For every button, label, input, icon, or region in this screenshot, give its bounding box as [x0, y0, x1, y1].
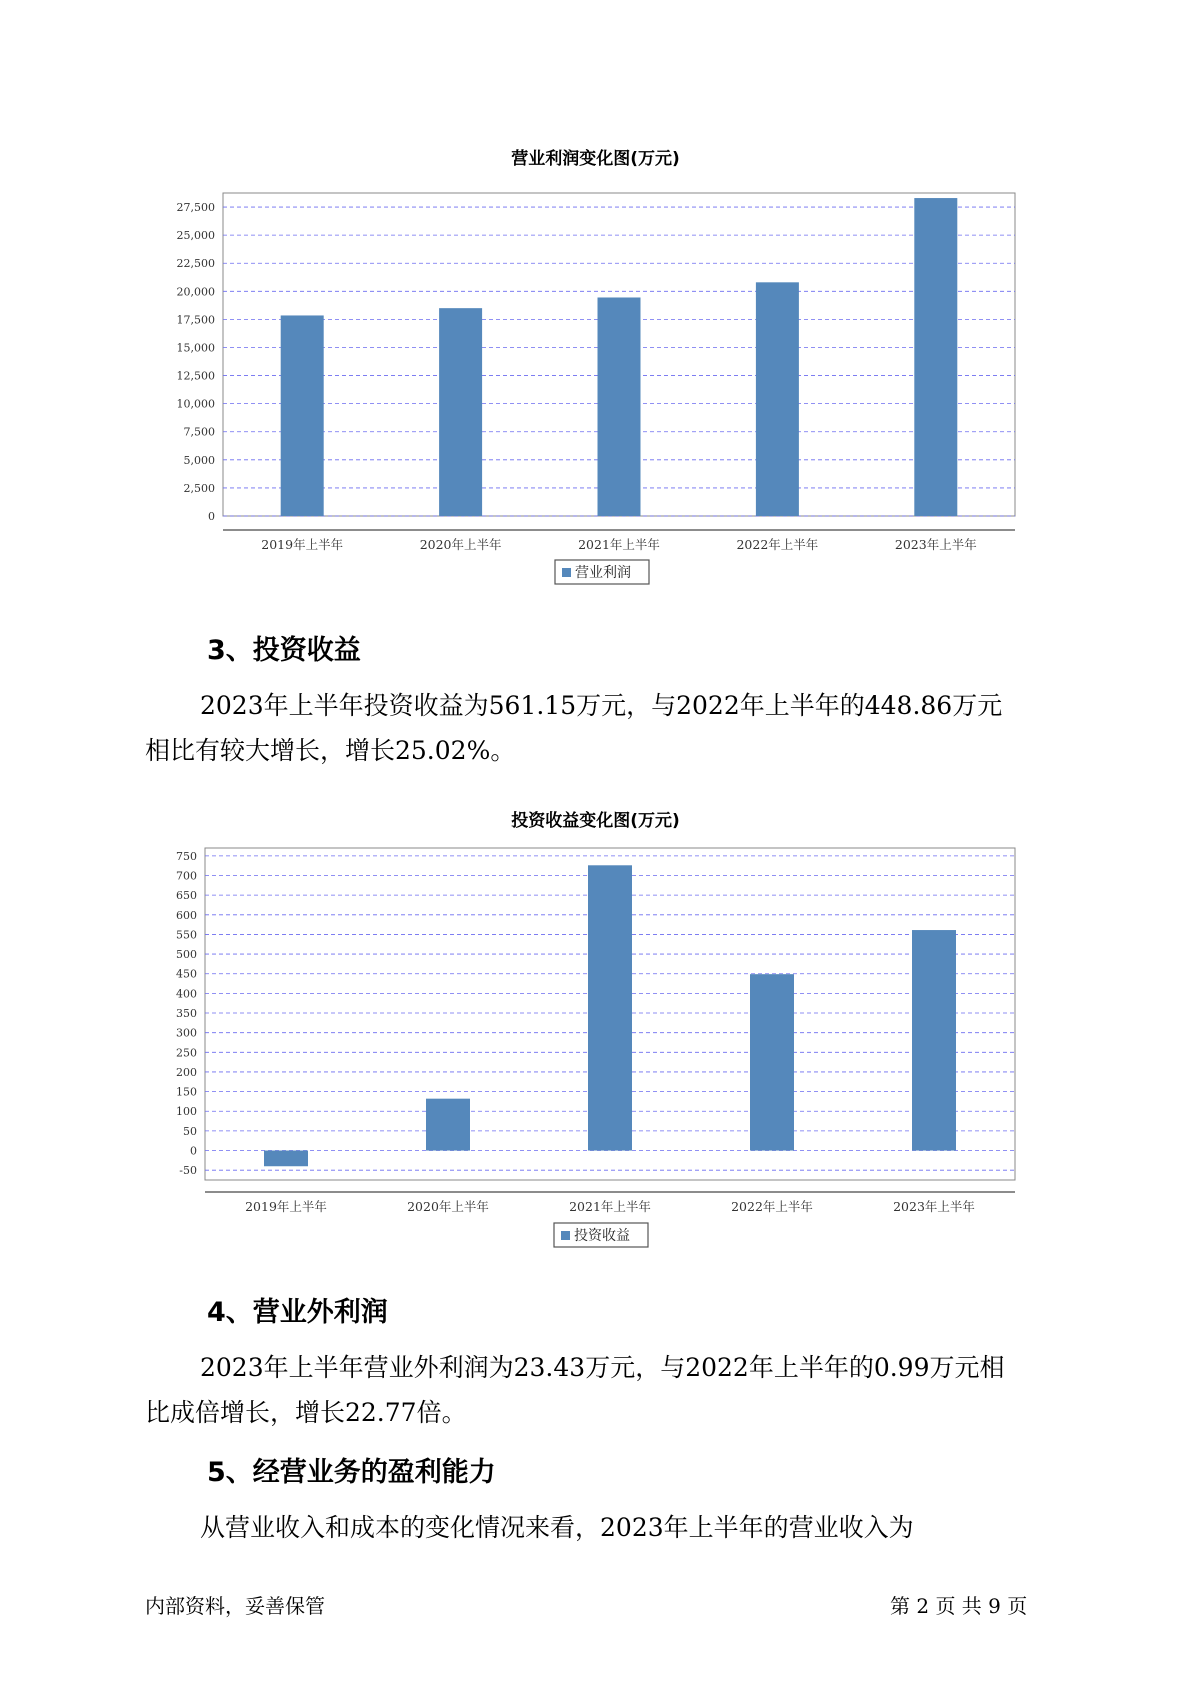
y-tick-label: 10,000 — [176, 397, 215, 411]
legend-label: 投资收益 — [574, 1228, 630, 1244]
y-tick-label: 22,500 — [176, 257, 215, 271]
y-tick-label: 650 — [176, 889, 197, 903]
x-tick-label: 2022年上半年 — [736, 537, 819, 552]
x-tick-label: 2020年上半年 — [407, 1199, 489, 1214]
paragraph-line: 2023年上半年投资收益为561.15万元，与2022年上半年的448.86万元 — [200, 691, 1003, 720]
section-heading-investment-income: 3、投资收益 — [207, 635, 361, 666]
paragraph-line: 从营业收入和成本的变化情况来看，2023年上半年的营业收入为 — [200, 1513, 914, 1542]
x-tick-label: 2021年上半年 — [569, 1199, 651, 1214]
y-tick-label: 400 — [176, 987, 197, 1001]
y-tick-label: 550 — [176, 928, 197, 942]
chart1-title: 营业利润变化图(万元) — [511, 149, 680, 169]
x-tick-label: 2019年上半年 — [261, 537, 344, 552]
x-tick-label: 2021年上半年 — [578, 537, 660, 552]
x-tick-label: 2022年上半年 — [731, 1199, 813, 1214]
paragraph-line: 2023年上半年营业外利润为23.43万元，与2022年上半年的0.99万元相 — [200, 1353, 1005, 1382]
y-tick-label: 25,000 — [176, 229, 215, 243]
y-tick-label: 250 — [176, 1046, 197, 1060]
y-tick-label: 5,000 — [183, 453, 215, 467]
y-tick-label: 50 — [183, 1124, 197, 1138]
y-tick-label: 700 — [176, 869, 197, 883]
y-tick-label: 17,500 — [176, 313, 215, 327]
bar — [588, 865, 632, 1150]
footer-confidential-note: 内部资料，妥善保管 — [145, 1594, 325, 1618]
y-tick-label: 350 — [176, 1007, 197, 1021]
y-tick-label: 600 — [176, 908, 197, 922]
paragraph-line: 相比有较大增长，增长25.02%。 — [145, 736, 516, 765]
bar — [912, 930, 956, 1150]
legend-label: 营业利润 — [575, 565, 631, 581]
y-tick-label: 0 — [190, 1144, 197, 1158]
bar — [426, 1099, 470, 1151]
y-tick-label: 0 — [208, 510, 215, 523]
y-tick-label: 15,000 — [176, 341, 215, 355]
section-heading-profitability: 5、经营业务的盈利能力 — [207, 1457, 496, 1488]
legend-swatch — [561, 1231, 570, 1240]
footer-page-number: 第 2 页 共 9 页 — [890, 1594, 1028, 1618]
paragraph-line: 比成倍增长，增长22.77倍。 — [145, 1398, 467, 1427]
bar — [750, 974, 794, 1150]
y-tick-label: 2,500 — [183, 481, 215, 495]
y-tick-label: 27,500 — [176, 201, 215, 215]
y-tick-label: 750 — [176, 849, 197, 863]
y-tick-label: -50 — [179, 1164, 197, 1178]
bar — [264, 1151, 308, 1167]
y-tick-label: 500 — [176, 948, 197, 962]
y-tick-label: 450 — [176, 967, 197, 981]
y-tick-label: 200 — [176, 1065, 197, 1079]
section-heading-non-operating-profit: 4、营业外利润 — [207, 1297, 388, 1328]
y-tick-label: 20,000 — [176, 285, 215, 299]
chart2-title: 投资收益变化图(万元) — [511, 811, 680, 831]
x-tick-label: 2020年上半年 — [419, 537, 502, 552]
y-tick-label: 100 — [176, 1105, 197, 1119]
x-tick-label: 2019年上半年 — [245, 1199, 327, 1214]
y-tick-label: 150 — [176, 1085, 197, 1099]
y-tick-label: 12,500 — [176, 369, 215, 383]
x-tick-label: 2023年上半年 — [893, 1199, 975, 1214]
y-tick-label: 7,500 — [183, 425, 215, 439]
x-tick-label: 2023年上半年 — [894, 537, 977, 552]
y-tick-label: 300 — [176, 1026, 197, 1040]
